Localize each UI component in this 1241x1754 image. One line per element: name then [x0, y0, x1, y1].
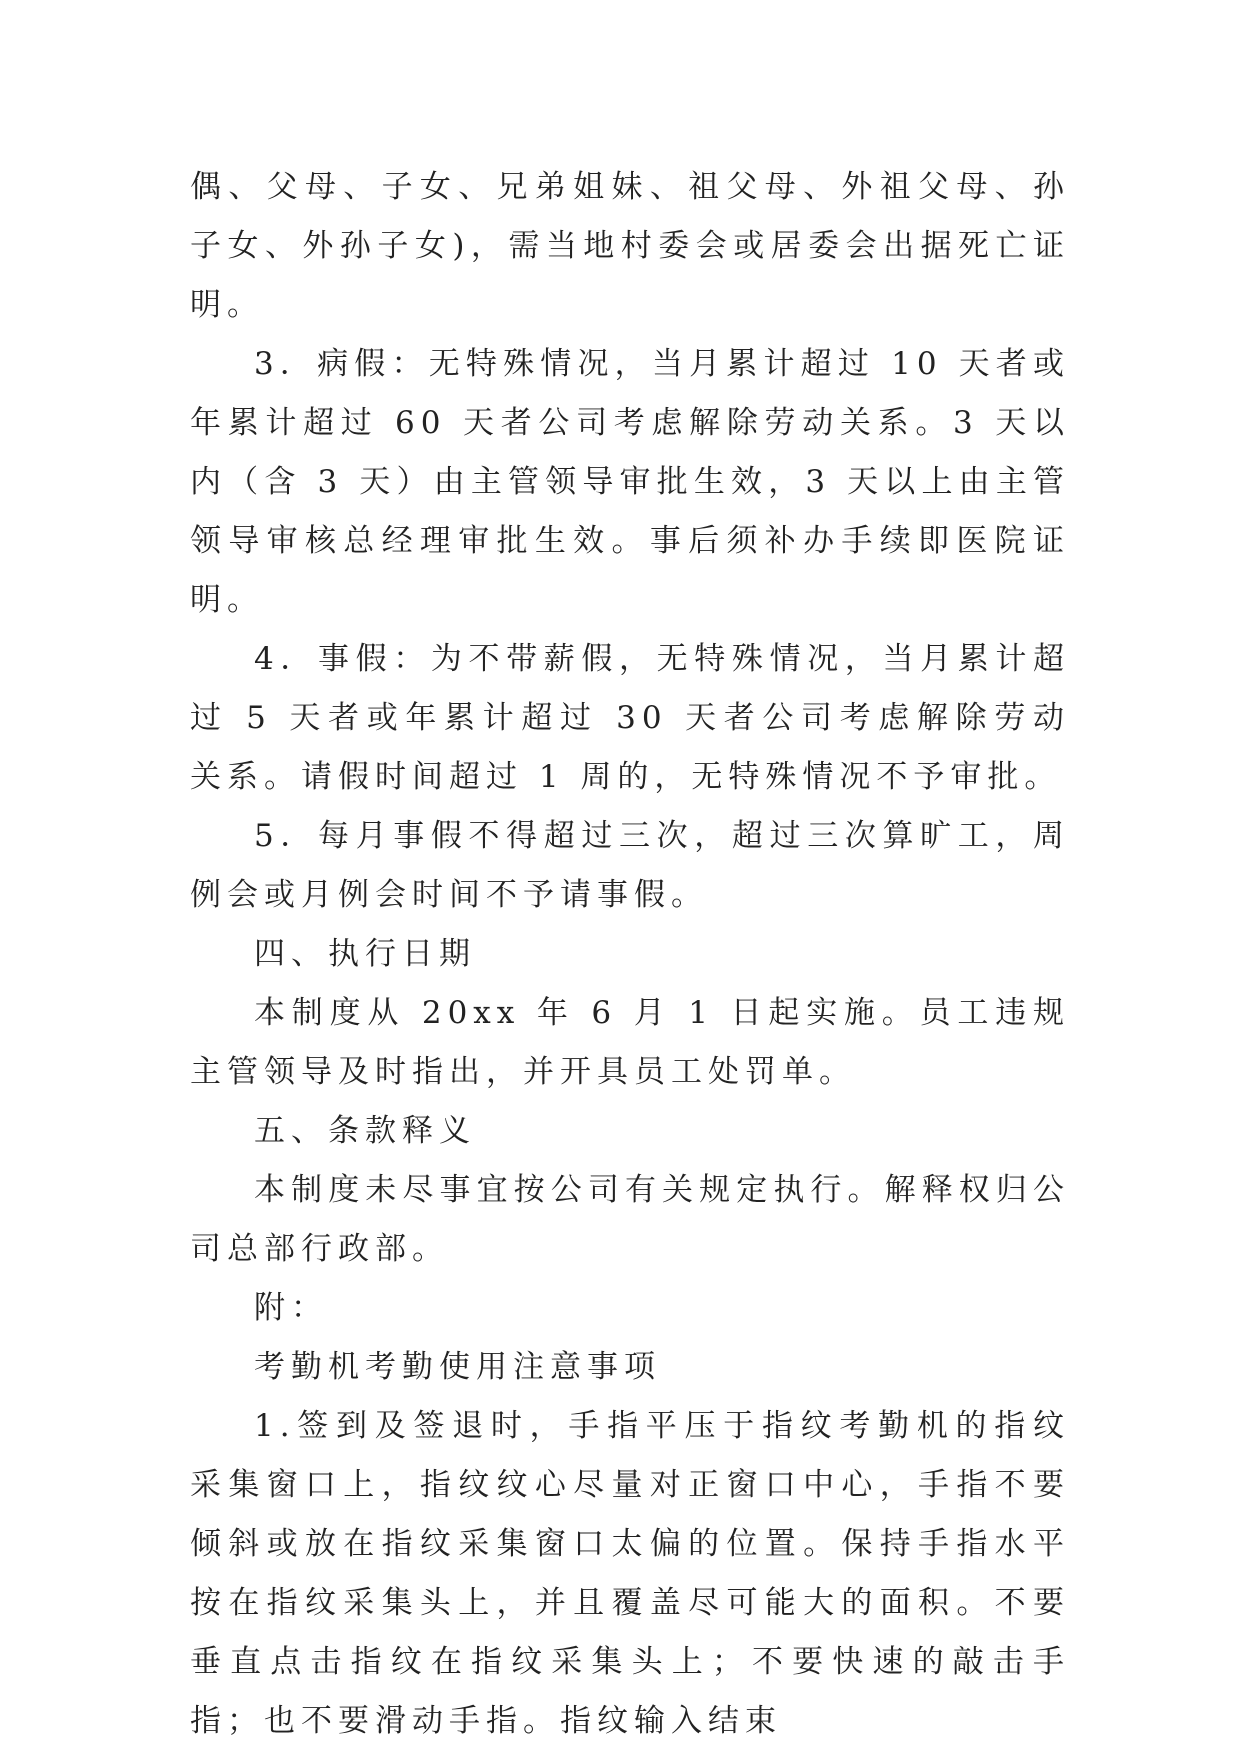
personal-leave-paragraph: 4．事假：为不带薪假，无特殊情况，当月累计超过 5 天者或年累计超过 30 天者公司考虑解除劳动关系。请假时间超过 1 周的，无特殊情况不予审批。 [190, 641, 1070, 795]
appendix-label: 附： [254, 1290, 328, 1326]
section-heading-effective-date: 四、执行日期 [254, 936, 476, 972]
section-heading-interpretation: 五、条款释义 [254, 1113, 476, 1149]
effective-date-paragraph: 本制度从 20xx 年 6 月 1 日起实施。员工违规主管领导及时指出，并开具员工处罚单。 [190, 995, 1070, 1090]
appendix-title: 考勤机考勤使用注意事项 [254, 1349, 661, 1385]
sick-leave-paragraph: 3．病假：无特殊情况，当月累计超过 10 天者或年累计超过 60 天者公司考虑解除劳动关系。3 天以内（含 3 天）由主管领导审批生效，3 天以上由主管领导审核总经理审批生效。事后须补办手续即医院证明。 [190, 346, 1070, 618]
fingerprint-instructions-paragraph: 1.签到及签退时，手指平压于指纹考勤机的指纹采集窗口上，指纹纹心尽量对正窗口中心，手指不要倾斜或放在指纹采集窗口太偏的位置。保持手指水平按在指纹采集头上，并且覆盖尽可能大的面积。不要垂直点击指纹在指纹采集头上；不要快速的敲击手指；也不要滑动手指。指纹输入结束 [190, 1408, 1070, 1739]
document-page [190, 158, 1070, 1751]
continuation-paragraph: 偶、父母、子女、兄弟姐妹、祖父母、外祖父母、孙子女、外孙子女)，需当地村委会或居委会出据死亡证明。 [190, 169, 1070, 323]
monthly-leave-limit-paragraph: 5．每月事假不得超过三次，超过三次算旷工，周例会或月例会时间不予请事假。 [190, 818, 1070, 913]
interpretation-paragraph: 本制度未尽事宜按公司有关规定执行。解释权归公司总部行政部。 [190, 1172, 1070, 1267]
